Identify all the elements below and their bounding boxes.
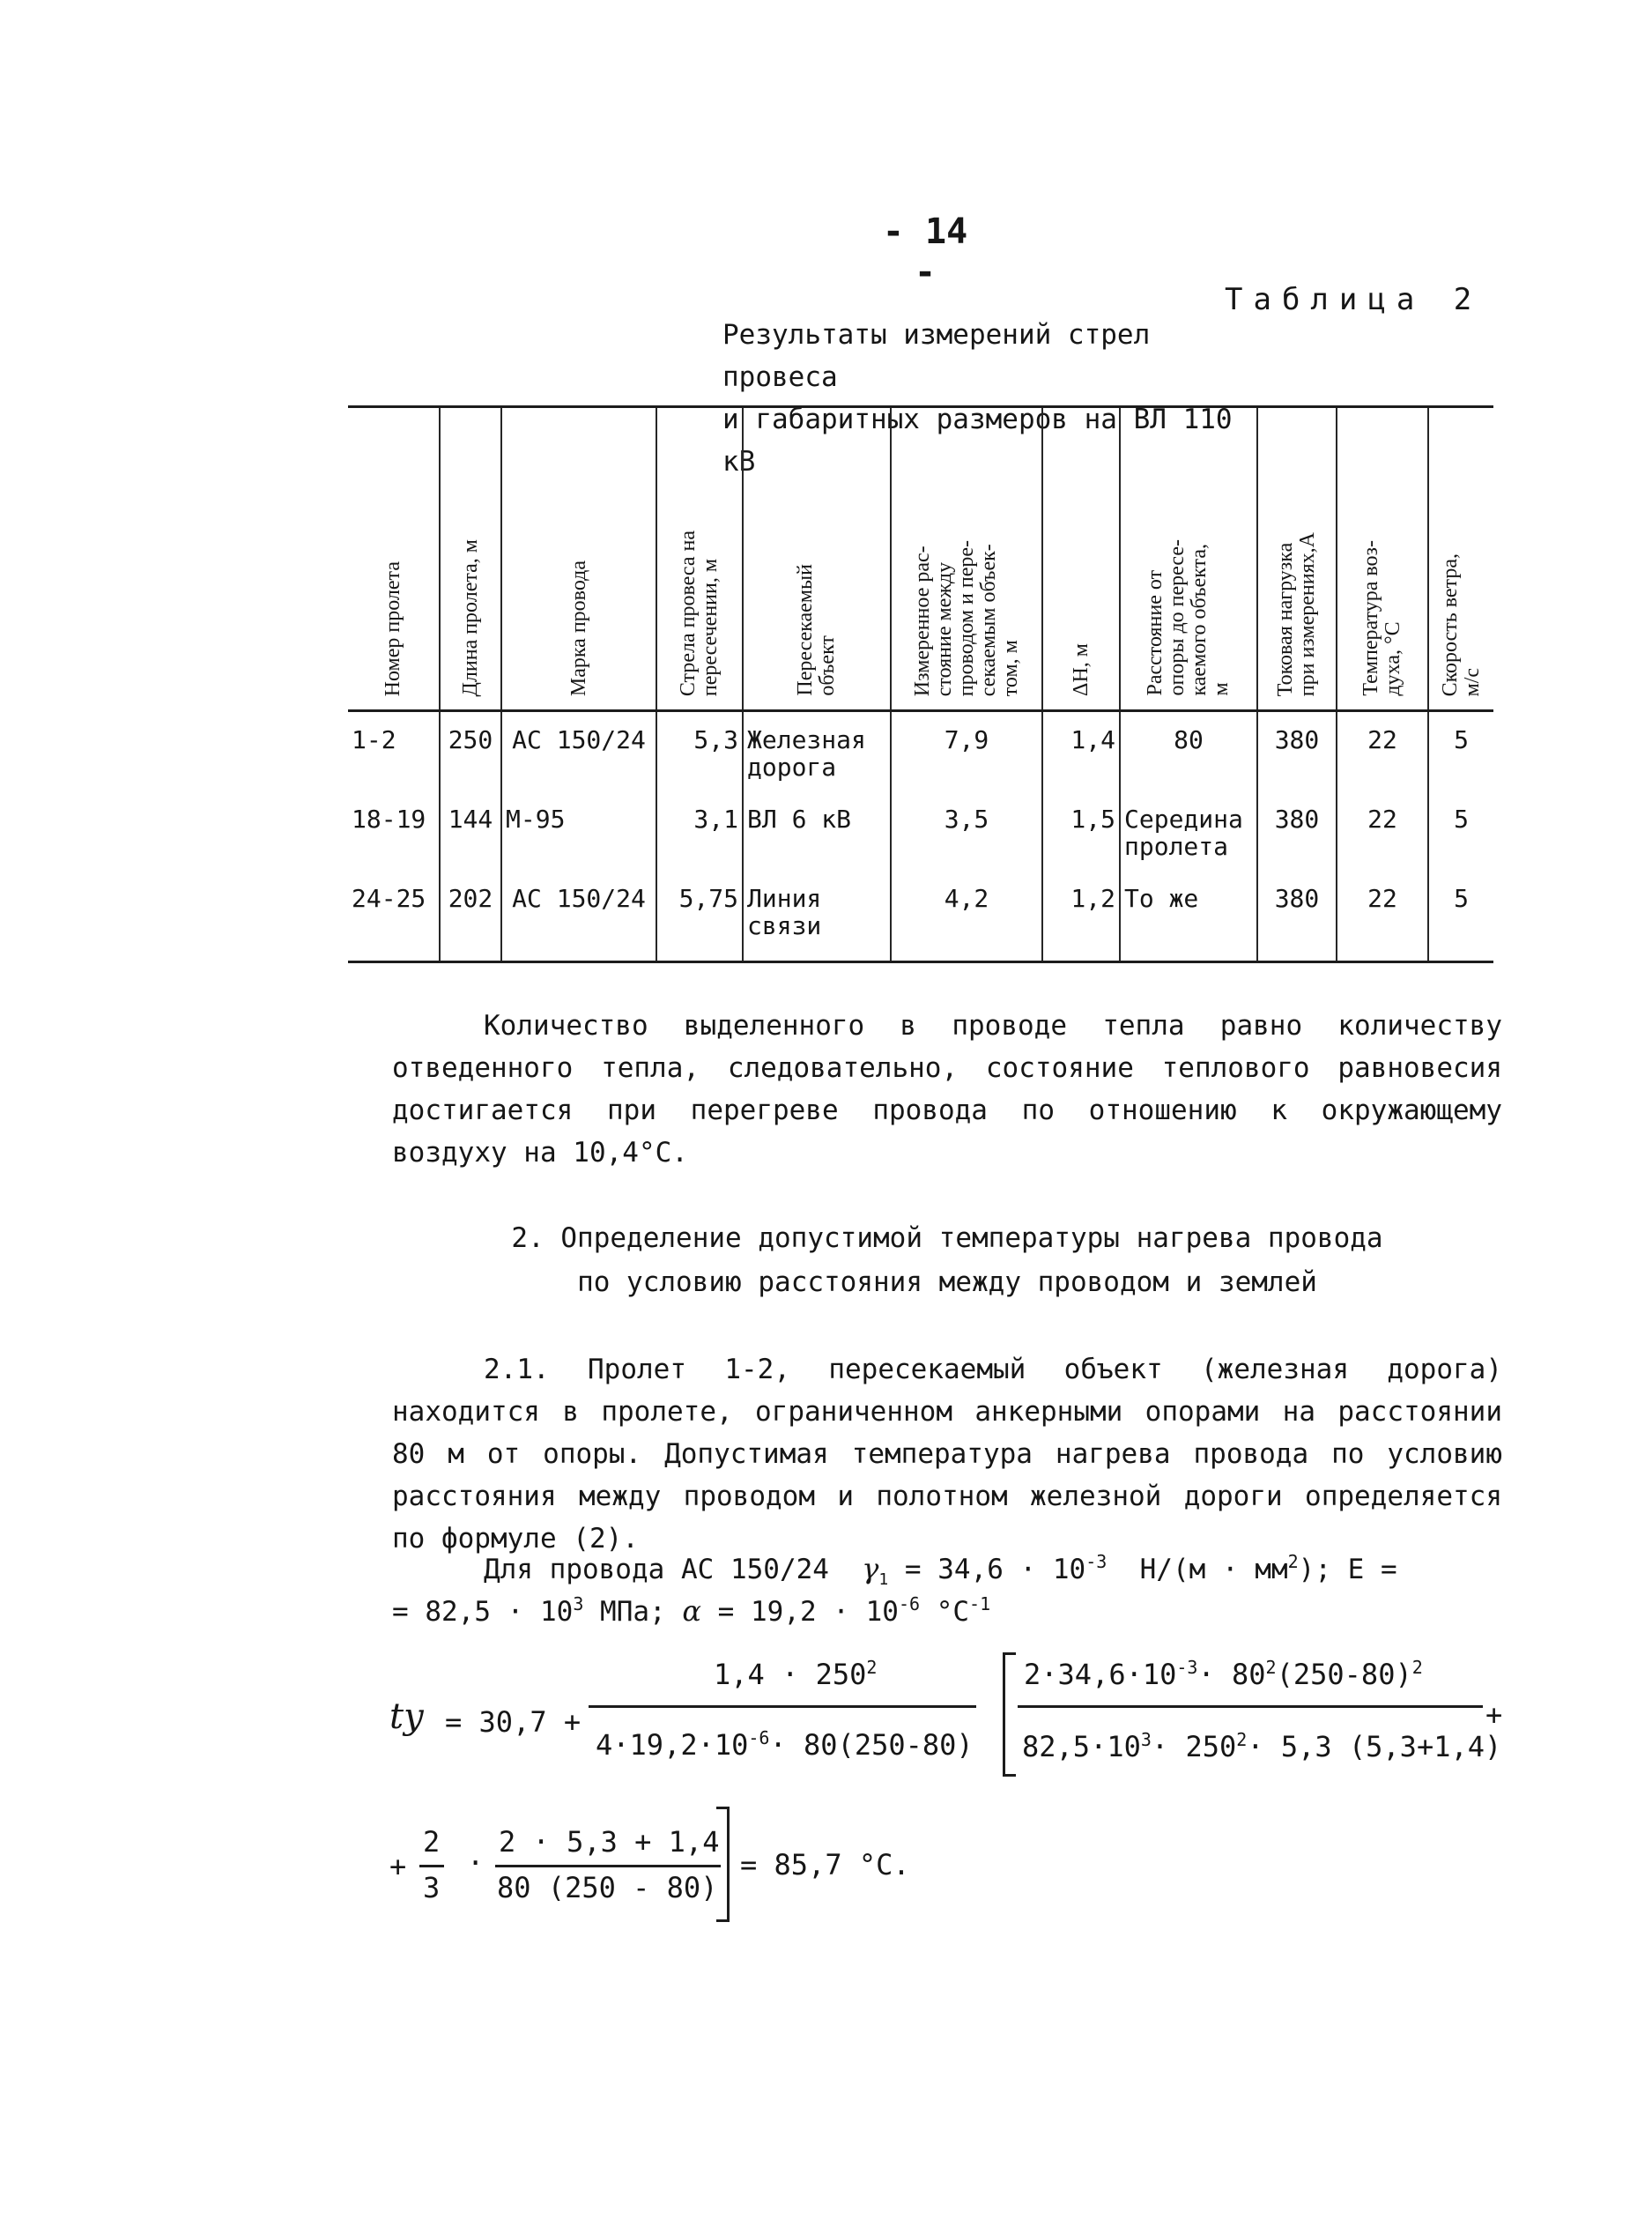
table-row	[348, 711, 1493, 792]
e-value: = 82,5 · 10	[392, 1596, 574, 1628]
table-cell: 202	[440, 871, 501, 962]
header-support-distance: Расстояние от опоры до пересе- каемого объекта, м	[1144, 539, 1233, 696]
paragraph-span-1-2: 2.1. Пролет 1-2, пересекаемый объект (железная дорога) находится в пролете, ограниченном анкерными опорами на расстоянии 80 м от опоры. Допустимая температура нагрева провода по условию расстояния между проводом и полотном железной дороги определяется по формуле (2).	[392, 1354, 1502, 1555]
gamma-symbol: γ	[862, 1552, 879, 1585]
header-crossed-object: Пересекаемый объект	[794, 564, 839, 696]
section-heading	[392, 1216, 1502, 1304]
table-cell: 380	[1257, 871, 1337, 962]
e-exponent: 3	[573, 1593, 584, 1614]
header-wind-speed: Скорость ветра, м/с	[1438, 553, 1484, 696]
table-cell: 5,3	[656, 711, 743, 792]
e-unit: МПа;	[600, 1596, 666, 1628]
params-line-2	[392, 1593, 1502, 1629]
gamma-exponent: -3	[1085, 1551, 1108, 1572]
page-number: - 14 -	[882, 212, 968, 293]
alpha-unit: °С	[936, 1596, 970, 1628]
formula-eq-base: = 30,7 +	[445, 1705, 582, 1739]
table-cell: 22	[1337, 711, 1428, 792]
table-cell: То же	[1120, 871, 1257, 962]
table-row	[348, 791, 1493, 871]
header-cell	[1428, 407, 1493, 711]
alpha-exponent: -6	[898, 1593, 921, 1614]
fraction2-bar	[1018, 1705, 1483, 1708]
table-cell: 22	[1337, 791, 1428, 871]
alpha-symbol: α	[682, 1594, 701, 1628]
table-cell: 5	[1428, 871, 1493, 962]
table-cell: 380	[1257, 791, 1337, 871]
fraction1-bar	[589, 1705, 976, 1708]
gamma-unit-end: ); Е =	[1298, 1554, 1397, 1585]
table-cell: 1,2	[1042, 871, 1120, 962]
gamma-unit: Н/(м · мм	[1139, 1554, 1288, 1585]
header-measured-distance: Измеренное рас- стояние между проводом и пере- секаемым объек- том, м	[910, 539, 1022, 696]
measurements-table	[348, 405, 1493, 963]
header-cell	[501, 407, 656, 711]
header-cell	[891, 407, 1042, 711]
table-header-row	[348, 407, 1493, 711]
formula-dot: ·	[467, 1846, 485, 1880]
paragraph-heat-balance: Количество выделенного в проводе тепла равно количеству отведенного тепла, следовательно, состояние теплового равновесия достигается при перегреве провода по отношению к окружающему воздуху на 10,4°С.	[392, 1010, 1502, 1169]
table-cell: 4,2	[891, 871, 1042, 962]
table-cell: 7,9	[891, 711, 1042, 792]
table-cell: АС 150/24	[501, 871, 656, 962]
params-intro: Для провода АС 150/24	[484, 1554, 829, 1585]
header-cell	[1042, 407, 1120, 711]
gamma-unit-exponent: 2	[1287, 1551, 1299, 1572]
header-span-number: Номер пролета	[382, 560, 404, 696]
header-cell	[1337, 407, 1428, 711]
table-cell: 24-25	[348, 871, 440, 962]
table-caption-line1: Результаты измерений стрел провеса	[722, 319, 1151, 393]
formula-plus-2: +	[389, 1850, 407, 1883]
header-cell	[656, 407, 743, 711]
alpha-unit-exponent: -1	[969, 1593, 991, 1614]
header-sag: Стрела провеса на пересечении, м	[677, 530, 722, 696]
table-cell: 18-19	[348, 791, 440, 871]
section-heading-line1: 2. Определение допустимой температуры нагрева провода	[511, 1222, 1383, 1254]
fraction3-bar	[419, 1865, 444, 1867]
section-heading-line2: по условию расстояния между проводом и землей	[577, 1266, 1317, 1298]
fraction4-numerator: 2 · 5,3 + 1,4	[499, 1825, 720, 1859]
bracket-right	[716, 1807, 730, 1922]
table-cell: ВЛ 6 кВ	[743, 791, 891, 871]
header-cell	[440, 407, 501, 711]
table-cell: 380	[1257, 711, 1337, 792]
table-cell: 5	[1428, 711, 1493, 792]
table-cell: 1,4	[1042, 711, 1120, 792]
fraction4-denominator: 80 (250 - 80)	[497, 1871, 718, 1904]
table-cell: 250	[440, 711, 501, 792]
gamma-subscript: 1	[878, 1570, 889, 1590]
header-cell	[348, 407, 440, 711]
fraction2-numerator: $2\cdot 34,6\cdot 10^{-3}\cdot 80^2(250-80)^2$	[1024, 1657, 1423, 1691]
formula-result: = 85,7 °С.	[740, 1848, 910, 1881]
alpha-value: = 19,2 · 10	[717, 1596, 899, 1628]
fraction2-denominator: $82,5\cdot 10^3\cdot 250^2\cdot 5,3$ (5,3+1,4)	[1022, 1729, 1502, 1763]
fraction3-denominator: 3	[423, 1871, 441, 1904]
table-cell: 80	[1120, 711, 1257, 792]
formula-plus: +	[1485, 1698, 1503, 1732]
table-cell: 3,5	[891, 791, 1042, 871]
header-cell	[1257, 407, 1337, 711]
table-cell: 5,75	[656, 871, 743, 962]
fraction3-numerator: 2	[423, 1825, 441, 1859]
table-cell: 3,1	[656, 791, 743, 871]
header-span-length: Длина пролета, м	[458, 538, 482, 696]
table-cell: Линия связи	[743, 871, 891, 962]
bracket-left	[1003, 1652, 1016, 1777]
table-cell: М-95	[501, 791, 656, 871]
table-cell: 5	[1428, 791, 1493, 871]
table-cell: АС 150/24	[501, 711, 656, 792]
table-cell: Железная дорога	[743, 711, 891, 792]
fraction1-denominator: $4\cdot 19,2\cdot 10^{-6}\cdot 80(250-80)$	[596, 1727, 974, 1762]
header-cell	[743, 407, 891, 711]
gamma-value: = 34,6 · 10	[904, 1554, 1086, 1585]
header-delta-h: ΔН, м	[1069, 643, 1093, 696]
table-cell: 22	[1337, 871, 1428, 962]
header-wire-brand: Марка провода	[567, 560, 590, 696]
fraction4-bar	[495, 1865, 721, 1867]
header-air-temperature: Температура воз- духа, °С	[1359, 540, 1404, 696]
table-cell: Середина пролета	[1120, 791, 1257, 871]
formula-lhs: ty	[389, 1696, 424, 1737]
params-line-1	[392, 1551, 1502, 1598]
table-label: Таблица 2	[1225, 282, 1483, 317]
table-cell: 144	[440, 791, 501, 871]
table-cell: 1-2	[348, 711, 440, 792]
table-row	[348, 871, 1493, 962]
table-caption-line2: и габаритных размеров на ВЛ 110 кВ	[722, 404, 1233, 478]
header-current-load: Токовая нагрузка при измерениях,А	[1274, 531, 1319, 696]
table-cell: 1,5	[1042, 791, 1120, 871]
header-cell	[1120, 407, 1257, 711]
fraction1-numerator: $1,4 \cdot 250^2$	[714, 1657, 878, 1691]
